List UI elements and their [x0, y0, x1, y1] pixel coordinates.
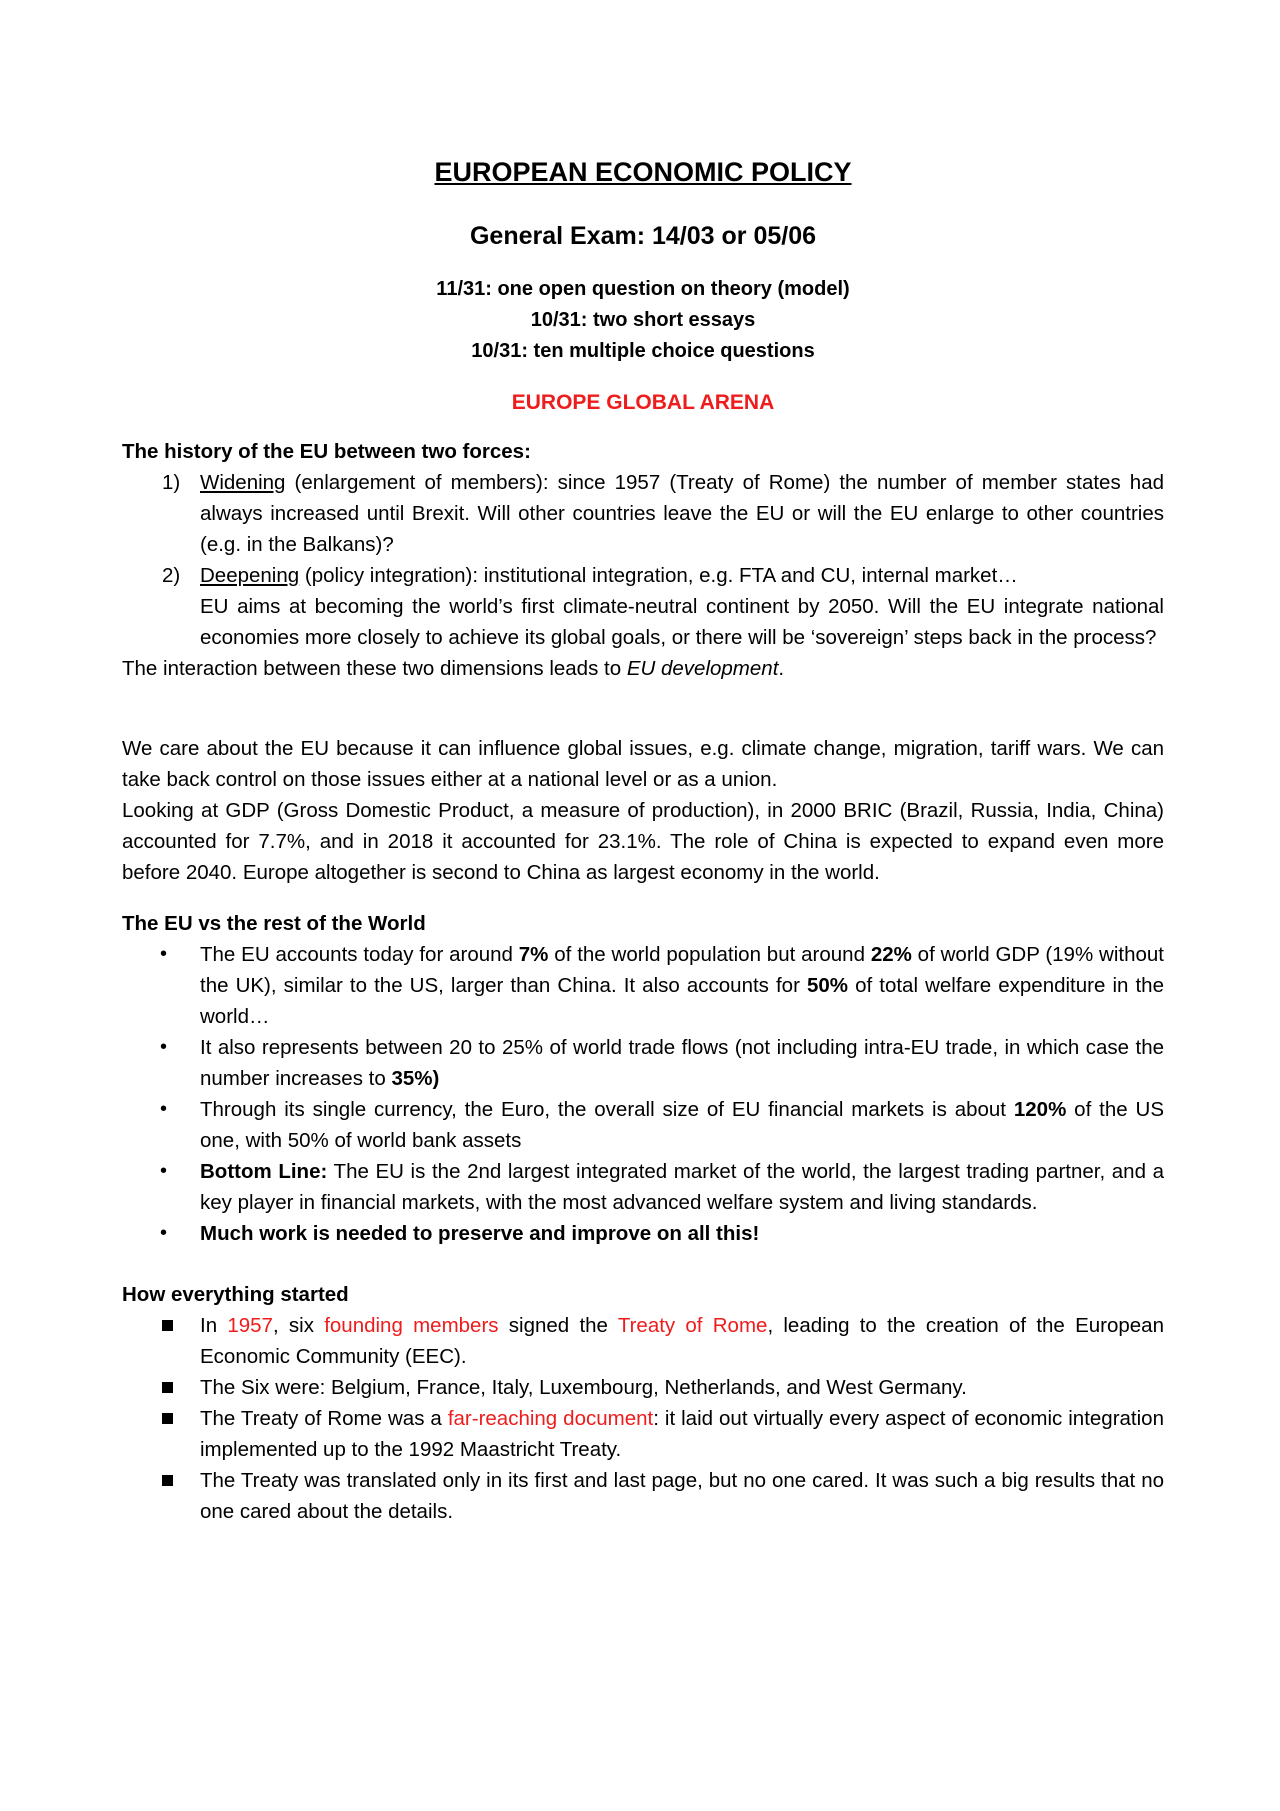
square-bullet-icon	[162, 1320, 173, 1331]
list-item	[122, 1032, 1164, 1094]
gdp-share: 22%	[870, 943, 912, 966]
list-item-widening	[122, 467, 1164, 560]
list-item	[122, 1094, 1164, 1156]
history-section	[122, 436, 1164, 684]
bullet-text: The Treaty was translated only in its first and last page, but no one cared. It was such a big results that no one cared about the details.	[200, 1469, 1164, 1523]
list-item	[122, 1403, 1164, 1465]
highlight-year: 1957	[227, 1314, 273, 1337]
exam-date-heading: General Exam: 14/03 or 05/06	[469, 222, 817, 250]
bullet-icon: •	[160, 943, 168, 965]
world-heading: The EU vs the rest of the World	[122, 912, 426, 935]
bullet-text: The EU is the 2nd largest integrated market of the world, the largest trading partner, and a key player in financial markets, with the most advanced welfare system and living standards.	[200, 1160, 1164, 1214]
exam-line-1: 11/31: one open question on theory (model)	[436, 278, 850, 300]
list-item	[122, 1310, 1164, 1372]
deepening-text-continued: EU aims at becoming the world’s first climate-neutral continent by 2050. Will the EU integrate national economies more closely to achieve its global goals, or there will be ‘sovereign’ steps back in the process?	[200, 595, 1164, 649]
square-bullet-icon	[162, 1382, 173, 1393]
bullet-icon: •	[160, 1160, 168, 1182]
bullet-text: The Six were: Belgium, France, Italy, Luxembourg, Netherlands, and West Germany.	[200, 1376, 967, 1399]
bullet-text: The Treaty of Rome was a	[200, 1407, 448, 1430]
world-section	[122, 908, 1164, 1249]
square-bullet-icon	[162, 1475, 173, 1486]
bullet-text: The EU accounts today for around	[200, 943, 519, 966]
deepening-text: (policy integration): institutional integration, e.g. FTA and CU, internal market…	[299, 564, 1018, 587]
origins-section	[122, 1279, 1164, 1527]
history-conclusion	[122, 653, 1164, 684]
bullet-text: Much work is needed to preserve and improve on all this!	[200, 1222, 760, 1245]
bullet-text: , six	[272, 1314, 325, 1337]
bullet-text: of the world population but around	[548, 943, 871, 966]
bullet-text: Through its single currency, the Euro, the overall size of EU financial markets is about	[200, 1098, 1014, 1121]
bullet-text: of total welfare expenditure in the world…	[200, 974, 1164, 1028]
trade-share: 35%)	[391, 1067, 440, 1090]
list-marker: 1)	[162, 471, 181, 494]
bullet-text: of world GDP (19% without the UK), similar to the US, larger than China. It also accounts for	[200, 943, 1164, 997]
bullet-text: It also represents between 20 to 25% of world trade flows (not including intra-EU trade, in which case the number increases to	[200, 1036, 1164, 1090]
bullet-icon: •	[160, 1036, 168, 1058]
bullet-text: signed the	[498, 1314, 618, 1337]
deepening-term: Deepening	[200, 564, 300, 587]
list-item	[122, 1218, 1164, 1249]
history-heading: The history of the EU between two forces:	[122, 440, 531, 463]
list-marker: 2)	[162, 564, 181, 587]
conclusion-emphasis: EU development	[626, 657, 779, 680]
exam-line-2: 10/31: two short essays	[530, 309, 756, 331]
origins-heading: How everything started	[122, 1283, 349, 1306]
paragraph-gdp: Looking at GDP (Gross Domestic Product, a measure of production), in 2000 BRIC (Brazil, Russia, India, China) accounted for 7.7%, and in 2018 it accounted for 23.1%. The role of China is expected to expand even more before 2040. Europe altogether is second to China as largest economy in the world.	[122, 799, 1164, 884]
bullet-text: In	[200, 1314, 228, 1337]
list-item-deepening	[122, 560, 1164, 653]
population-share: 7%	[518, 943, 549, 966]
document-title: EUROPEAN ECONOMIC POLICY	[434, 157, 852, 187]
bottom-line-label: Bottom Line:	[200, 1160, 328, 1183]
paragraph-global-issues: We care about the EU because it can influence global issues, e.g. climate change, migration, tariff wars. We can take back control on those issues either at a national level or as a union.	[122, 737, 1164, 791]
widening-text: (enlargement of members): since 1957 (Treaty of Rome) the number of member states had always increased until Brexit. Will other countries leave the EU or will the EU enlarge to other countries (e.g. in the Balkans)?	[200, 471, 1164, 556]
bullet-icon: •	[160, 1098, 168, 1120]
welfare-share: 50%	[806, 974, 849, 997]
list-item	[122, 1465, 1164, 1527]
bullet-text: of the US one, with 50% of world bank assets	[200, 1098, 1164, 1152]
square-bullet-icon	[162, 1413, 173, 1424]
why-section	[122, 733, 1164, 888]
section-title: EUROPE GLOBAL ARENA	[511, 391, 775, 414]
bullet-text: : it laid out virtually every aspect of economic integration implemented up to the 1992 Maastricht Treaty.	[200, 1407, 1164, 1461]
widening-term: Widening	[200, 471, 286, 494]
list-item	[122, 1372, 1164, 1403]
exam-line-3: 10/31: ten multiple choice questions	[471, 340, 815, 362]
exam-structure	[122, 274, 1164, 367]
highlight-treaty: Treaty of Rome	[617, 1314, 768, 1337]
highlight-founding-members: founding members	[324, 1314, 499, 1337]
financial-markets-share: 120%	[1013, 1098, 1067, 1121]
conclusion-end: .	[778, 657, 785, 680]
bullet-text: , leading to the creation of the European Economic Community (EEC).	[200, 1314, 1164, 1368]
bullet-icon: •	[160, 1222, 168, 1244]
highlight-document: far-reaching document	[447, 1407, 654, 1430]
list-item	[122, 1156, 1164, 1218]
list-item	[122, 939, 1164, 1032]
conclusion-text: The interaction between these two dimensions leads to	[122, 657, 627, 680]
